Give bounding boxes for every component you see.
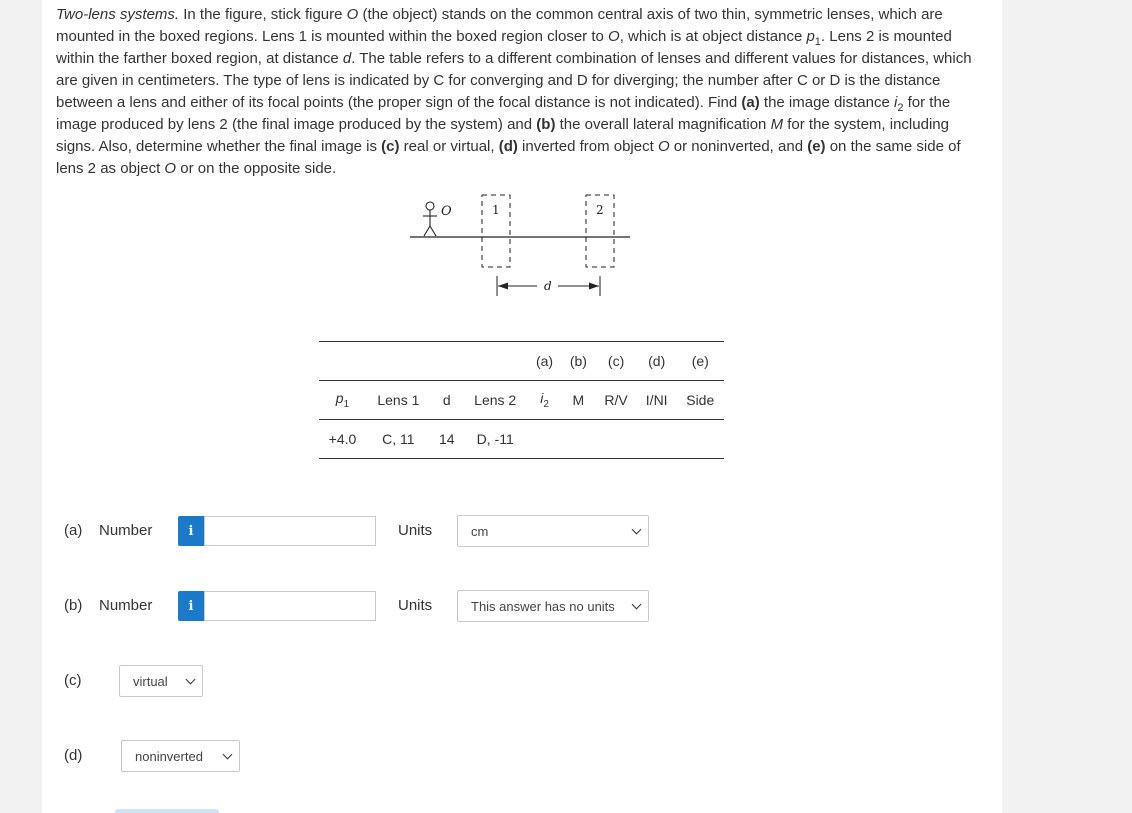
units-a-selected: cm <box>471 523 489 539</box>
data-table <box>319 341 724 459</box>
part-d-label: (d) <box>64 747 83 764</box>
partial-button[interactable] <box>115 809 219 813</box>
chevron-down-icon <box>223 750 233 760</box>
header-c: (c) <box>607 353 625 369</box>
col-side: Side <box>677 381 725 420</box>
two-lens-figure <box>405 190 645 305</box>
column-header-row <box>319 381 724 420</box>
part-header-row <box>319 342 724 381</box>
units-a-select[interactable] <box>457 515 649 547</box>
answer-c-selected: virtual <box>133 673 168 689</box>
distance-label: d <box>544 279 552 293</box>
col-ini: I/NI <box>637 381 677 420</box>
cell-p1: +4.0 <box>319 420 366 459</box>
col-lens2: Lens 2 <box>463 381 528 420</box>
col-rv: R/V <box>595 381 637 420</box>
lens1-label: 1 <box>492 203 500 217</box>
units-b-select[interactable] <box>457 590 649 622</box>
stick-figure <box>423 202 437 236</box>
cell-lens2: D, -11 <box>463 420 528 459</box>
problem-statement: Two-lens systems. In the figure, stick figure O (the object) stands on the common central axis of two thin, symmetric lenses, which are mounted in the boxed regions. Lens 1 is mounted within the boxed region closer to O, which is at object distance $p_1$. Lens 2 is mounted within the farther boxed region, at distance d. The table refers to a different combination of lenses and different values for distances, which are given in centimeters. The type of lens is indicated by C for converging and D for diverging; the number after C or D is the distance between a lens and either of its focal points (the proper sign of the focal distance is not indicated). Find (a) the image distance $i_2$ for the image produced by lens 2 (the final image produced by the system) and (b) the overall lateral magnification M for the system, including signs. Also, determine whether the final image is (c) real or virtual, (d) inverted from object O or noninverted, and (e) on the same side of lens 2 as object O or on the opposite side. <box>56 6 972 177</box>
cell-lens1: C, 11 <box>366 420 431 459</box>
part-a-label: (a) <box>64 522 83 539</box>
chevron-down-icon <box>632 600 642 610</box>
units-b-selected: This answer has no units <box>471 598 615 614</box>
col-i2: $i_2$ <box>528 381 562 420</box>
col-p1: $p_1$ <box>319 381 366 420</box>
answer-d-selected: noninverted <box>135 748 203 764</box>
header-e: (e) <box>691 353 709 369</box>
part-c-label: (c) <box>64 672 82 689</box>
object-label: O <box>441 204 452 219</box>
header-b: (b) <box>569 353 587 369</box>
answer-d-select[interactable] <box>121 740 240 772</box>
cell-d: 14 <box>431 420 463 459</box>
table-row <box>319 420 724 459</box>
col-d: d <box>431 381 463 420</box>
col-M: M <box>561 381 595 420</box>
chevron-down-icon <box>632 525 642 535</box>
answer-b-input[interactable] <box>204 591 376 621</box>
header-a: (a) <box>535 353 554 369</box>
units-b-label: Units <box>398 597 433 614</box>
part-a-number-label: Number <box>99 522 153 539</box>
units-a-label: Units <box>398 522 433 539</box>
answer-c-select[interactable] <box>119 665 203 697</box>
info-icon[interactable]: i <box>178 591 204 621</box>
part-b-number-label: Number <box>99 597 153 614</box>
lens2-label: 2 <box>596 203 604 217</box>
info-icon[interactable]: i <box>178 516 204 546</box>
chevron-down-icon <box>186 675 196 685</box>
col-lens1: Lens 1 <box>366 381 431 420</box>
part-b-label: (b) <box>64 597 83 614</box>
header-d: (d) <box>648 353 666 369</box>
answer-a-input[interactable] <box>204 516 376 546</box>
